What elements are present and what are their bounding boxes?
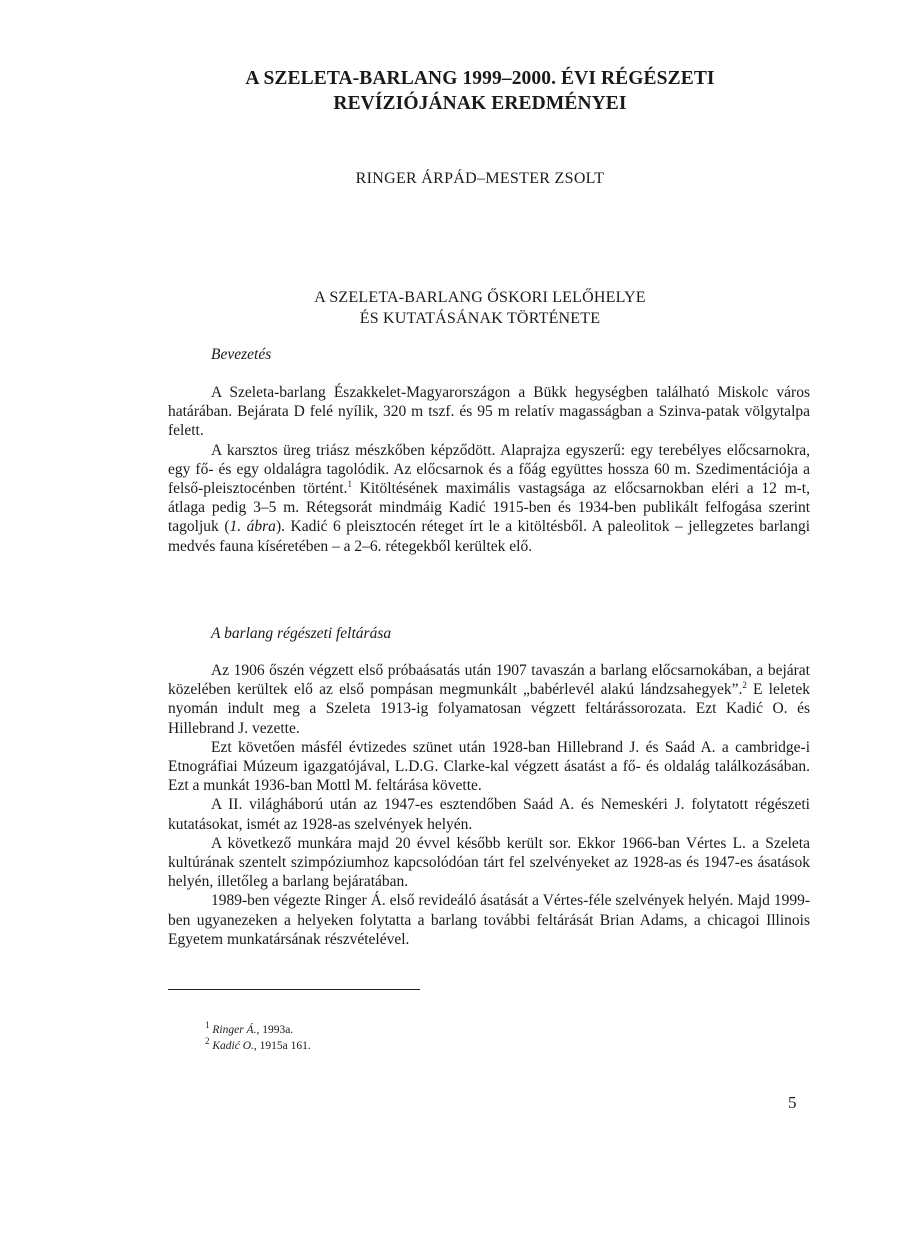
footnote-author: Kadić O. [212,1040,254,1052]
paragraph: A Szeleta-barlang Északkelet-Magyarországon a Bükk hegységben található Miskolc város határában. Bejárata D felé nyílik, 320 m tszf. és 95 m relatív magasságban a Szinva-patak völgytalpa felett. [168,384,810,440]
article-title [150,66,810,116]
subheading-introduction: Bevezetés [211,346,272,363]
text-run: E leletek nyomán indult meg a Szeleta 1913-ig folyamatosan végzett feltárássorozata. Ezt Kadić O. és Hillebrand J. vezette. [168,681,810,737]
text-run: Az 1906 őszén végzett első próbaásatás után 1907 tavaszán a barlang előcsarnokában, a bejárat közelében kerültek elő az első pompásan megmunkált „babérlevél alakú lándzsahegyek”. [168,662,810,699]
paragraph: A II. világháború után az 1947-es esztendőben Saád A. és Nemeskéri J. folytatott régészeti kutatásokat, ismét az 1928-as szelvények helyén. [168,796,810,833]
paragraph: Ezt követően másfél évtizedes szünet után 1928-ban Hillebrand J. és Saád A. a cambridge-i Etnográfiai Múzeum igazgatójával, L.D.G. Clarke-kal végzett ásatást a fő- és oldalág találkozásában. Ezt a munkát 1936-ban Mottl M. feltárása követte. [168,738,810,795]
figure-ref: 1. ábra [229,518,276,536]
subheading-excavation: A barlang régészeti feltárása [211,625,392,642]
footnote-ref-text: , 1915a 161. [253,1040,311,1052]
article-title-line-2: REVÍZIÓJÁNAK EREDMÉNYEI [333,93,627,114]
footnote-2 [205,1038,311,1054]
footnote-number: 1 [205,1020,210,1031]
text-run: Kitöltésének maximális vastagsága az előcsarnokban eléri a 12 m-t, átlaga pedig 3–5 m. Rétegsorát mindmáig Kadić 1915-ben és 1934-ben publikált felfogása szerint tagoljuk ( [168,480,810,536]
article-authors: RINGER ÁRPÁD–MESTER ZSOLT [355,170,605,187]
footnote-ref: 1 [347,478,352,489]
article-title-line-1: A SZELETA-BARLANG 1999–2000. ÉVI RÉGÉSZETI [245,68,715,89]
paragraph: A következő munkára majd 20 évvel később került sor. Ekkor 1966-ban Vértes L. a Szeleta kultúrának szentelt szimpóziumhoz kapcsolódóan tárt fel szelvényeket az 1928-as és 1947-es ásatások helyén, illetőleg a barlang bejáratában. [168,834,810,891]
paragraph [168,661,810,738]
section-title-line-1: A SZELETA-BARLANG ŐSKORI LELŐHELYE [314,289,646,306]
page-number: 5 [788,1093,797,1112]
section-title-line-2: ÉS KUTATÁSÁNAK TÖRTÉNETE [359,310,601,327]
text-run: A karsztos üreg triász mészkőben képződött. Alaprajza egyszerű: egy terebélyes előcsarnokra, egy fő- és egy oldalágra tagolódik. Az előcsarnok és a főág együttes hossza 60 m. Szedimentációja a felső-pleisztocénben történt. [168,441,810,498]
footnotes [205,1022,311,1054]
footnote-author: Ringer Á. [212,1024,257,1036]
text-run: ). Kadić 6 pleisztocén réteget írt le a kitöltésből. A paleolitok – jellegzetes barlangi medvés fauna kíséretében – a 2–6. rétegekből kerültek elő. [168,518,810,555]
paragraph: 1989-ben végezte Ringer Á. első revideáló ásatását a Vértes-féle szelvények helyén. Majd 1999-ben ugyanezeken a helyeken folytatta a barlang további feltárását Brian Adams, a chicagoi Illinois Egyetem munkatársának részvételével. [168,892,810,948]
footnote-ref-text: , 1993a. [256,1024,294,1036]
footnote-divider [168,989,420,990]
section-title [150,287,810,329]
excavation-body [168,661,810,949]
footnote-1 [205,1022,311,1038]
footnote-ref: 2 [742,680,747,691]
footnote-number: 2 [205,1036,210,1047]
paragraph [168,441,810,556]
introduction-body [168,383,810,556]
